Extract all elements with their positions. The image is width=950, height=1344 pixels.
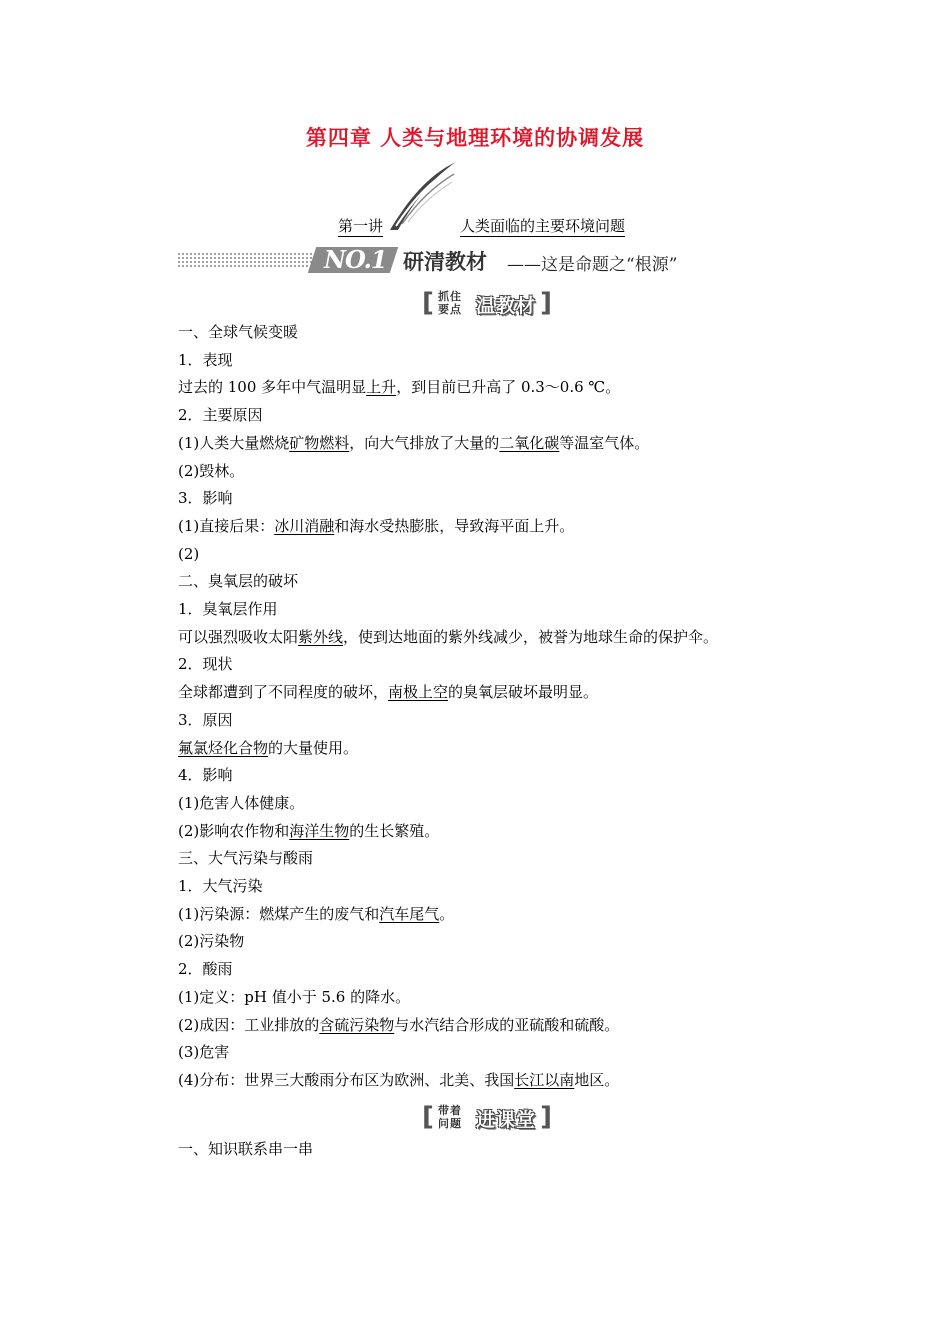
text-segment: (2)成因：工业排放的 <box>178 1016 320 1034</box>
text-line <box>178 987 410 1007</box>
text-line <box>178 544 199 564</box>
underlined-answer: 南极上空 <box>388 683 449 701</box>
underlined-answer: 矿物燃料 <box>289 434 350 452</box>
text-line <box>178 488 233 508</box>
text-segment: (1)污染源：燃煤产生的废气和 <box>178 905 380 923</box>
dotted-pattern <box>177 252 317 268</box>
text-line <box>178 599 278 619</box>
knowledge-heading: 一、知识联系串一串 <box>178 1140 314 1158</box>
badge-small-bottom: 问题 <box>438 1117 462 1130</box>
text-line <box>178 931 244 951</box>
text-segment: ，到目前已升高了 0.3～0.6 ℃。 <box>396 378 621 396</box>
text-line <box>178 461 244 481</box>
text-segment: 三、大气污染与酸雨 <box>178 849 314 867</box>
text-line <box>178 1042 229 1062</box>
text-segment: 3．影响 <box>178 489 233 507</box>
badge-small-top: 带着 <box>438 1104 462 1117</box>
banner-number: NO.1 <box>324 245 387 274</box>
underlined-answer: 上升 <box>366 378 397 396</box>
text-line <box>178 848 313 868</box>
text-segment: (2)污染物 <box>178 932 245 950</box>
underlined-answer: 紫外线 <box>298 628 344 646</box>
text-segment: 3．原因 <box>178 711 233 729</box>
text-line <box>178 433 649 453</box>
text-segment: (1)危害人体健康。 <box>178 794 305 812</box>
text-segment: 与水汽结合形成的亚硫酸和硫酸。 <box>394 1016 620 1034</box>
text-line <box>178 350 233 370</box>
text-segment: 2．主要原因 <box>178 406 263 424</box>
underlined-answer: 冰川消融 <box>274 517 335 535</box>
lecture-name: 人类面临的主要环境问题 <box>460 217 626 235</box>
text-segment: 等温室气体。 <box>559 434 650 452</box>
text-line <box>178 1015 619 1035</box>
text-line <box>178 821 439 841</box>
badge-small-bottom: 要点 <box>438 303 462 316</box>
section-banner <box>177 244 787 278</box>
text-segment: 和海水受热膨胀，导致海平面上升。 <box>334 517 575 535</box>
text-line <box>178 904 454 924</box>
text-segment: 2．现状 <box>178 655 233 673</box>
banner-title: 研清教材 <box>403 250 487 274</box>
page-title: 第四章 人类与地理环境的协调发展 <box>305 126 645 150</box>
text-segment: ，使到达地面的紫外线减少，被誉为地球生命的保护伞。 <box>343 628 719 646</box>
lecture-number: 第一讲 <box>338 217 384 235</box>
badge-big-text: 温教材 <box>476 295 537 317</box>
text-line <box>178 959 233 979</box>
text-segment: 1．大气污染 <box>178 877 263 895</box>
badge-enter-class: [ 带着 问题 进课堂 ] <box>422 1102 552 1132</box>
text-segment: 一、全球气候变暖 <box>178 323 299 341</box>
underlined-answer: 汽车尾气 <box>379 905 440 923</box>
banner-subtitle: ——这是命题之“根源” <box>507 255 678 275</box>
text-segment: (3)危害 <box>178 1043 230 1061</box>
text-segment: (2) <box>178 545 200 563</box>
text-line <box>178 682 598 702</box>
text-line <box>178 405 263 425</box>
underlined-answer: 二氧化碳 <box>499 434 560 452</box>
text-line <box>178 322 298 342</box>
text-segment: 1．臭氧层作用 <box>178 600 278 618</box>
underlined-answer: 长江以南 <box>514 1071 575 1089</box>
text-segment: 的大量使用。 <box>268 739 359 757</box>
underlined-answer: 氟氯烃化合物 <box>178 739 269 757</box>
text-line <box>178 876 263 896</box>
text-segment: (2)影响农作物和 <box>178 822 290 840</box>
text-line <box>178 377 620 397</box>
text-segment: 全球都遭到了不同程度的破坏， <box>178 683 389 701</box>
text-line <box>178 516 574 536</box>
text-segment: 的生长繁殖。 <box>349 822 440 840</box>
text-segment: 2．酸雨 <box>178 960 233 978</box>
underlined-answer: 海洋生物 <box>289 822 350 840</box>
text-segment: ，向大气排放了大量的 <box>349 434 500 452</box>
text-line <box>178 571 298 591</box>
text-line <box>178 765 233 785</box>
text-segment: 。 <box>439 905 455 923</box>
text-segment: 1．表现 <box>178 351 233 369</box>
badge-big-text: 进课堂 <box>476 1109 537 1131</box>
swoosh-graphic <box>388 160 458 232</box>
text-segment: (1)定义：pH 值小于 5.6 的降水。 <box>178 988 411 1006</box>
text-line <box>178 654 233 674</box>
underlined-answer: 含硫污染物 <box>319 1016 395 1034</box>
text-segment: 的臭氧层破坏最明显。 <box>448 683 599 701</box>
text-segment: (1)人类大量燃烧 <box>178 434 290 452</box>
text-line <box>178 627 718 647</box>
text-segment: (1)直接后果： <box>178 517 275 535</box>
text-segment: 二、臭氧层的破坏 <box>178 572 299 590</box>
text-line <box>178 793 304 813</box>
text-line <box>178 710 233 730</box>
text-segment: 地区。 <box>574 1071 620 1089</box>
text-segment: (4)分布：世界三大酸雨分布区为欧洲、北美、我国 <box>178 1071 515 1089</box>
text-line <box>178 738 358 758</box>
text-segment: (2)毁林。 <box>178 462 245 480</box>
text-segment: 可以强烈吸收太阳 <box>178 628 299 646</box>
badge-small-top: 抓住 <box>438 290 462 303</box>
badge-review-textbook: [ 抓住 要点 温教材 ] <box>422 288 552 318</box>
text-line <box>178 1070 619 1090</box>
text-segment: 4．影响 <box>178 766 233 784</box>
text-segment: 过去的 100 多年中气温明显 <box>178 378 367 396</box>
